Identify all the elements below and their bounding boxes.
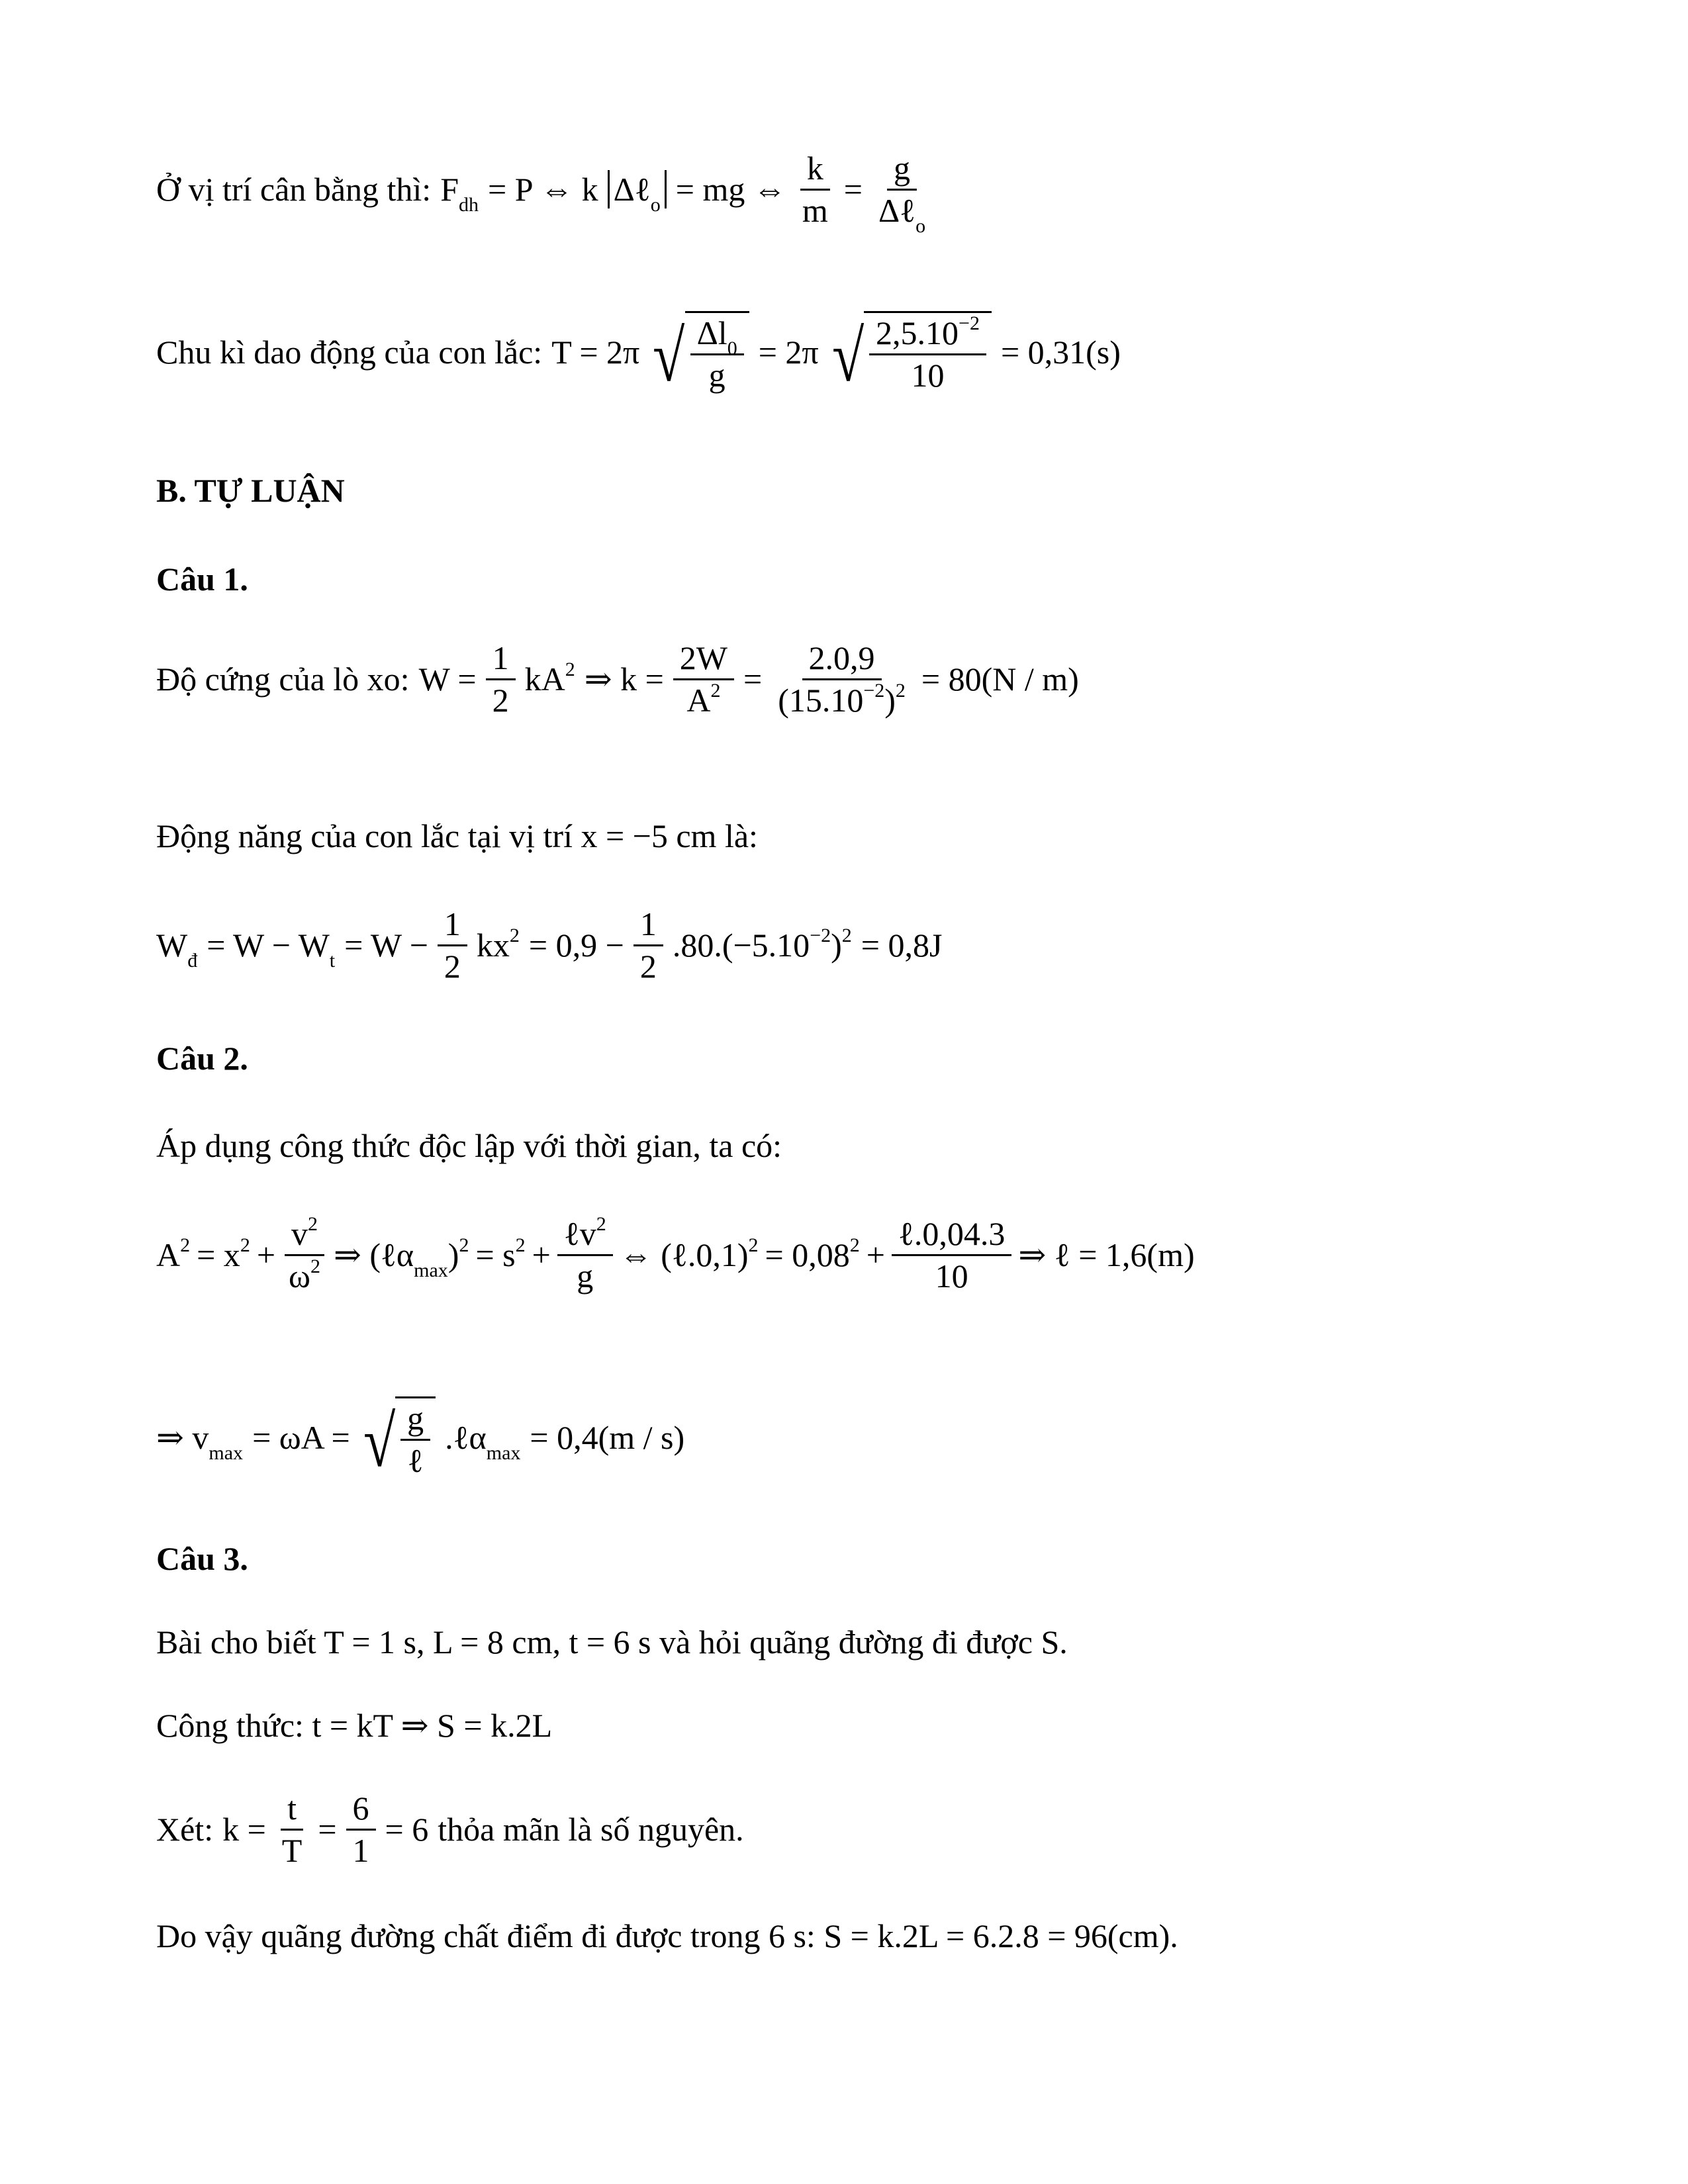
equation-part: ) (831, 927, 842, 964)
denominator-superscript: 2 (895, 679, 906, 702)
radicand (395, 1396, 436, 1478)
numerator-superscript: −2 (959, 312, 980, 334)
equation-part: = 2π (758, 333, 819, 371)
equals-sign: = (843, 171, 863, 208)
denominator: 10 (911, 356, 945, 394)
numerator: 2W (673, 641, 734, 680)
superscript: 2 (748, 1234, 759, 1256)
numerator: g (400, 1401, 430, 1441)
equation-part: kA (524, 660, 565, 698)
equation-part: = P ⇔ k (488, 171, 598, 208)
radical-icon: √ (653, 316, 685, 396)
fraction-half (438, 907, 467, 983)
equation-part: ⇔ (ℓ.0,1) (619, 1236, 749, 1273)
equation-part: ⇒ (ℓα (333, 1236, 414, 1273)
equation-part: + (532, 1236, 551, 1273)
equation-part: + (866, 1236, 885, 1273)
equation-part: T = 2π (551, 333, 640, 371)
numerator-text: 2,5.10 (876, 314, 959, 351)
numerator-subscript: 0 (727, 338, 737, 359)
denominator: g (708, 356, 726, 394)
numerator (869, 312, 986, 355)
consider-line (156, 1791, 744, 1868)
denominator (680, 680, 727, 718)
fraction-v-omega (282, 1213, 327, 1295)
delta-l: Δℓ (613, 171, 651, 208)
numerator: 2.0,9 (802, 641, 882, 680)
fraction-value (892, 1216, 1011, 1293)
kinetic-equation-line (156, 907, 942, 983)
denominator: m (802, 191, 828, 229)
equation-part: = mg ⇔ (675, 171, 786, 208)
equation-part: .80.(−5.10 (672, 927, 810, 964)
subscript: max (414, 1259, 448, 1281)
sqrt-g-l (359, 1396, 436, 1482)
equation-part: = 6 (385, 1811, 429, 1848)
denominator-close-paren: ) (884, 681, 896, 719)
stiffness-line (156, 641, 1079, 717)
numerator: 1 (486, 641, 516, 680)
subscript: t (329, 950, 336, 972)
numerator: 1 (633, 907, 663, 946)
stiffness-text: Độ cứng của lò xo: (156, 660, 410, 698)
superscript: 2 (841, 925, 852, 946)
superscript: 2 (565, 659, 575, 680)
superscript: 2 (459, 1234, 469, 1256)
numerator: 1 (438, 907, 467, 946)
equation-part: = 0,08 (765, 1236, 850, 1273)
period-text: Chu kì dao động của con lắc: (156, 333, 543, 371)
equation-part: = x (197, 1236, 240, 1273)
delta-l-subscript: o (650, 194, 661, 216)
equation-part: W (156, 927, 188, 964)
subscript: max (486, 1441, 521, 1464)
radicand (685, 311, 749, 392)
consider-text: Xét: (156, 1811, 214, 1848)
equation-part: = 0,9 − (528, 927, 624, 964)
kinetic-intro-line (156, 817, 758, 855)
equation-part: ) (447, 1236, 459, 1273)
fraction-2w-a2 (673, 641, 734, 717)
equation-result: = 0,4(m / s) (530, 1418, 685, 1456)
fraction-value (771, 641, 912, 717)
equation-part: kx (476, 927, 510, 964)
question-3-heading: Câu 3. (156, 1540, 248, 1577)
fraction (690, 316, 744, 392)
equation-part: = W − W (207, 927, 330, 964)
equals-sign: = (743, 660, 763, 698)
denominator-text: A (686, 681, 711, 719)
radical-icon: √ (363, 1401, 396, 1482)
denominator: g (577, 1257, 594, 1295)
equation-part: ⇒ k = (584, 660, 664, 698)
conclusion-equation: S = k.2L = 6.2.8 = 96(cm). (823, 1917, 1178, 1954)
equation-part: .ℓα (445, 1418, 487, 1456)
numerator: g (887, 151, 917, 191)
equation-part: W = (418, 660, 477, 698)
superscript: 2 (849, 1234, 860, 1256)
fraction-t-T (275, 1791, 309, 1868)
denominator: ℓ (407, 1441, 424, 1479)
equilibrium-text: Ở vị trí cân bằng thì: (156, 171, 432, 208)
denominator-subscript: o (915, 214, 926, 237)
equation-result: = 80(N / m) (921, 660, 1079, 698)
superscript: −2 (810, 925, 831, 946)
denominator (771, 680, 912, 718)
formula-equation: t = kT ⇒ S = k.2L (312, 1707, 553, 1744)
denominator (282, 1256, 327, 1294)
denominator-text: (15.10 (778, 681, 864, 719)
numerator (690, 314, 744, 359)
formula-text: Công thức: (156, 1707, 304, 1744)
denominator: 2 (444, 947, 461, 985)
numerator: t (281, 1791, 303, 1831)
denominator: 2 (492, 681, 509, 719)
equation-result: = 0,31(s) (1000, 333, 1121, 371)
superscript: 2 (180, 1234, 191, 1256)
numerator: 6 (346, 1791, 376, 1831)
period-line (156, 311, 1121, 396)
equation-result: = 0,8J (861, 927, 943, 964)
fraction-k-m (796, 151, 835, 228)
denominator (872, 191, 932, 237)
denominator: 10 (935, 1257, 968, 1295)
fraction-6-1 (346, 1791, 376, 1868)
fraction-g-dl (872, 150, 932, 237)
denominator-superscript: 2 (710, 679, 721, 702)
equation-result: ⇒ ℓ = 1,6(m) (1018, 1236, 1195, 1273)
vmax-line (156, 1396, 685, 1482)
question-1-heading: Câu 1. (156, 561, 248, 598)
fraction-half (633, 907, 663, 983)
equation-part: ⇒ v (156, 1418, 209, 1456)
section-heading: B. TỰ LUẬN (156, 472, 345, 509)
numerator (557, 1213, 613, 1256)
numerator-text: v (291, 1215, 308, 1252)
denominator-superscript: −2 (863, 679, 885, 702)
radicand (864, 311, 992, 392)
position-value: x = −5 cm (581, 817, 717, 854)
force-subscript: dh (459, 194, 479, 216)
conclusion-line (156, 1917, 1178, 1955)
superscript: 2 (240, 1234, 250, 1256)
numerator-text: Δl (696, 314, 727, 351)
numerator: k (800, 151, 830, 191)
equilibrium-line (156, 150, 932, 237)
numerator-superscript: 2 (596, 1213, 606, 1235)
superscript: 2 (515, 1234, 526, 1256)
equation-part: A (156, 1236, 181, 1273)
numerator: ℓ.0,04.3 (892, 1216, 1011, 1256)
fraction (400, 1401, 430, 1478)
numerator (285, 1213, 324, 1256)
equation-part: k = (222, 1811, 266, 1848)
fraction-half (486, 641, 516, 717)
fraction (869, 312, 986, 394)
equation-part: = s (475, 1236, 516, 1273)
subscript: max (209, 1441, 244, 1464)
kinetic-intro-text: Động năng của con lắc tại vị trí (156, 817, 573, 854)
force-symbol: F (440, 171, 459, 208)
denominator: 2 (639, 947, 657, 985)
radical-icon: √ (831, 316, 864, 396)
apply-formula-line: Áp dụng công thức độc lập với thời gian, ta có: (156, 1127, 782, 1164)
denominator-superscript: 2 (310, 1255, 320, 1277)
abs-value (608, 170, 667, 216)
formula-line (156, 1706, 552, 1745)
fraction-lv-g (557, 1213, 613, 1295)
equals-sign: = (318, 1811, 337, 1848)
denominator-text: Δℓ (878, 191, 916, 229)
denominator: 1 (352, 1831, 369, 1869)
subscript: đ (187, 950, 198, 972)
kinetic-intro-end: là: (724, 817, 758, 854)
denominator-text: ω (289, 1257, 310, 1295)
equation-part: = ωA = (252, 1418, 350, 1456)
denominator: T (281, 1831, 303, 1869)
superscript: 2 (509, 925, 520, 946)
conclusion-text: Do vậy quãng đường chất điểm đi được trong 6 s: (156, 1917, 816, 1954)
given-line: Bài cho biết T = 1 s, L = 8 cm, t = 6 s và hỏi quãng đường đi được S. (156, 1623, 1068, 1661)
numerator-superscript: 2 (307, 1213, 318, 1235)
independent-equation-line (156, 1213, 1195, 1295)
question-2-heading: Câu 2. (156, 1040, 248, 1077)
equation-part: = W − (344, 927, 428, 964)
sqrt-1 (649, 311, 749, 396)
sqrt-2 (828, 311, 992, 396)
numerator-text: ℓv (563, 1215, 596, 1252)
equation-part: + (256, 1236, 276, 1273)
consider-end: thỏa mãn là số nguyên. (438, 1811, 744, 1848)
